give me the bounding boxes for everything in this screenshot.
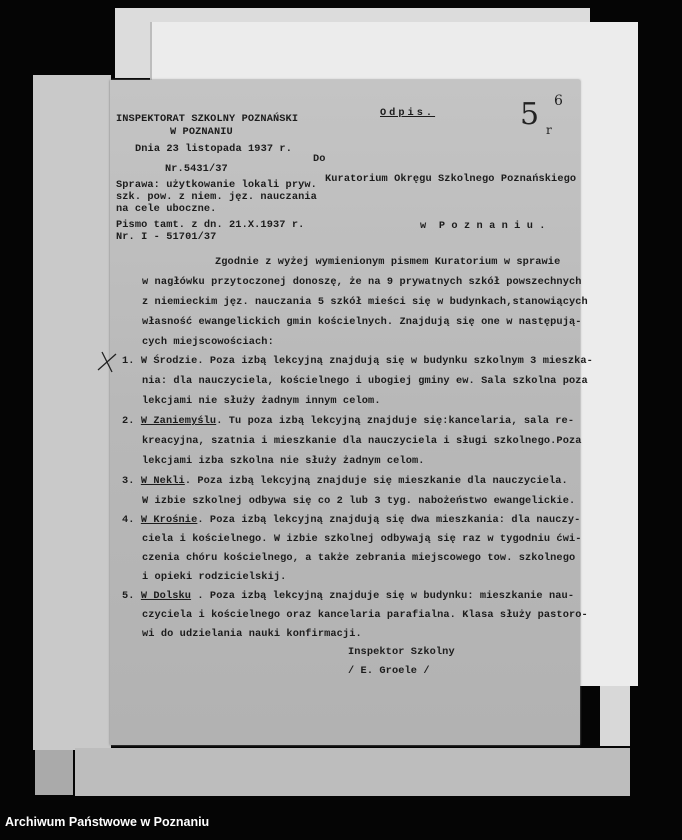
background-sheet <box>600 686 630 746</box>
body-line: z niemieckim jęz. nauczania 5 szkół mieści się w budynkach,stanowiących <box>142 296 588 308</box>
list-item-line: W izbie szkolnej odbywa się co 2 lub 3 tyg. nabożeństwo ewangelickie. <box>142 495 576 507</box>
office-name: INSPEKTORAT SZKOLNY POZNAŃSKI <box>116 113 299 125</box>
letter-number: Nr.5431/37 <box>165 163 228 175</box>
letter-date: Dnia 23 listopada 1937 r. <box>135 143 292 155</box>
bottom-paper-strip <box>75 748 630 796</box>
list-item: 2. W Zaniemyślu. Tu poza izbą lekcyjną znajduje się:kancelaria, sala re- <box>122 415 575 427</box>
archive-footer: Archiwum Państwowe w Poznaniu <box>5 815 210 829</box>
list-item: 3. W Nekli. Poza izbą lekcyjną znajduje się mieszkanie dla nauczyciela. <box>122 475 568 487</box>
reference-line: Nr. I - 51701/37 <box>116 231 217 243</box>
list-item-line: wi do udzielania nauki konfirmacji. <box>142 628 362 640</box>
document-page <box>110 80 593 745</box>
list-item-line: lekcjami izba szkolna nie służy żadnym celom. <box>142 455 425 467</box>
list-item: 4. W Krośnie. Poza izbą lekcyjną znajdują się dwa mieszkania: dla nauczy- <box>122 514 581 526</box>
list-item-line: lekcjami nie służy żadnym innym celom. <box>142 395 381 407</box>
list-item-line: kreacyjna, szatnia i mieszkanie dla nauczyciela i sługi szkolnego.Poza <box>142 435 582 447</box>
subject-line: Sprawa: użytkowanie lokali pryw. <box>116 179 317 191</box>
list-item-line: ciela i kościelnego. W izbie szkolnej odbywają się raz w tygodniu ćwi- <box>142 533 582 545</box>
list-item: 5. W Dolsku . Poza izbą lekcyjną znajduje się w budynku: mieszkanie nau- <box>122 590 575 602</box>
recipient-city: w P o z n a n i u . <box>420 220 546 232</box>
list-item-line: czenia chóru kościelnego, a także zebrania miejscowego tow. szkolnego <box>142 552 576 564</box>
handwritten-x-mark-icon <box>96 350 118 374</box>
body-line: w nagłówku przytoczonej donoszę, że na 9 prywatnych szkół powszechnych <box>142 276 582 288</box>
office-city: W POZNANIU <box>170 126 233 138</box>
subject-line: szk. pow. z niem. jęz. nauczania <box>116 191 317 203</box>
list-item: 1. W Środzie. Poza izbą lekcyjną znajdują się w budynku szkolnym 3 mieszka- <box>122 355 593 367</box>
list-item-line: nia: dla nauczyciela, kościelnego i ubogiej gminy ew. Sala szkolna poza <box>142 375 588 387</box>
to-label: Do <box>313 153 326 165</box>
body-line: Zgodnie z wyżej wymienionym pismem Kuratorium w sprawie <box>215 256 561 268</box>
body-line: własność ewangelickich gmin kościelnych. Znajdują się one w następują- <box>142 316 582 328</box>
signature-name: / E. Groele / <box>348 665 430 677</box>
list-item-line: i opieki rodzicielskij. <box>142 571 287 583</box>
subject-line: na cele uboczne. <box>116 203 217 215</box>
signature-title: Inspektor Szkolny <box>348 646 455 658</box>
handwritten-sub: r <box>546 123 552 137</box>
recipient: Kuratorium Okręgu Szkolnego Poznańskiego <box>325 173 577 185</box>
handwritten-sup: 6 <box>554 93 563 109</box>
list-item-line: czyciela i kościelnego oraz kancelaria parafialna. Klasa służy pastoro- <box>142 609 588 621</box>
left-paper-strip <box>33 75 111 750</box>
paper-edge <box>35 750 73 795</box>
body-line: cych miejscowościach: <box>142 336 274 348</box>
handwritten-number: 5 <box>520 97 540 132</box>
copy-label: Odpis. <box>380 107 436 119</box>
reference-line: Pismo tamt. z dn. 21.X.1937 r. <box>116 219 305 231</box>
